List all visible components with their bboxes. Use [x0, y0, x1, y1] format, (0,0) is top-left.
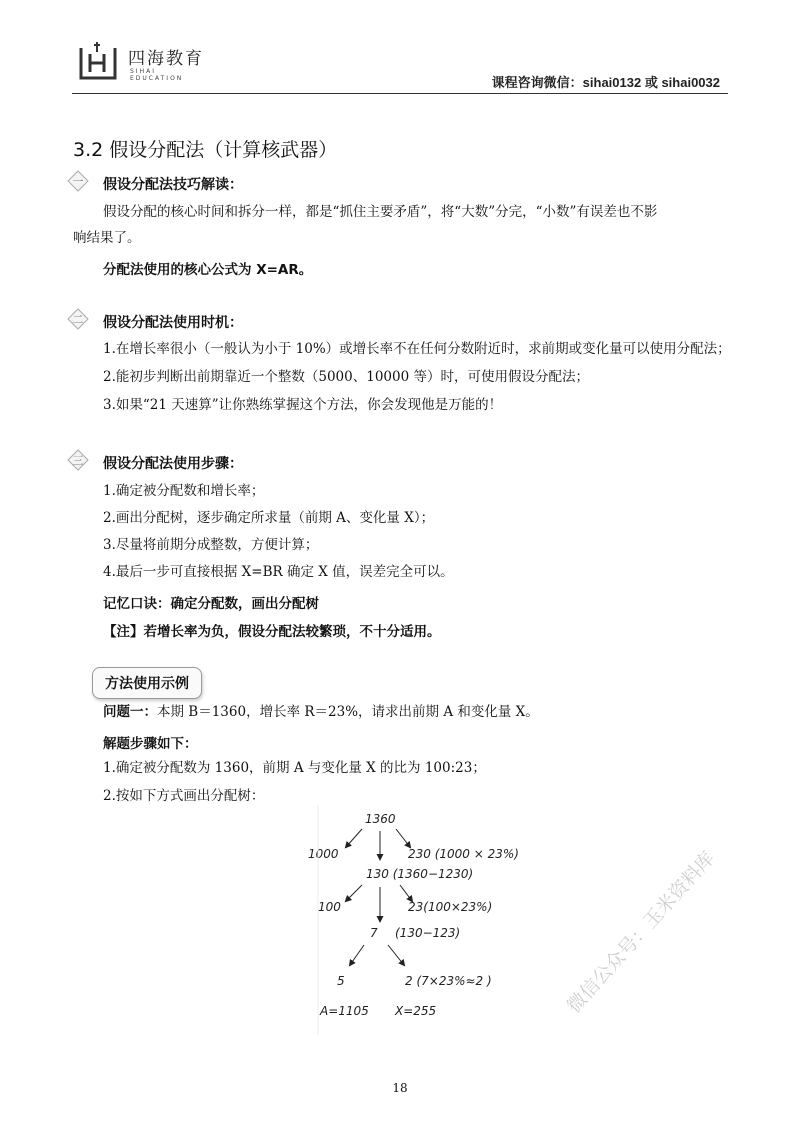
header-divider: [72, 93, 728, 94]
badge-three-icon: [66, 448, 90, 472]
watermark: 微信公众号：玉米资料库: [562, 847, 720, 1018]
tree-arrow: [388, 945, 404, 965]
logo-subtext: SIHAI EDUCATION: [130, 68, 184, 82]
logo: [78, 40, 208, 84]
tree-node-5: 5: [337, 974, 345, 988]
tree-arrow: [350, 945, 364, 965]
svg-text:二: 二: [72, 313, 84, 326]
tree-arrows: [346, 829, 412, 965]
tree-node-1360: 1360: [365, 812, 396, 826]
tree-result-x: X=255: [395, 1004, 437, 1018]
tree-arrow: [346, 885, 362, 901]
contact-info: 课程咨询微信：sihai0132 或 sihai0032: [491, 75, 720, 90]
svg-text:一: 一: [72, 175, 84, 188]
svg-text:三: 三: [72, 454, 84, 467]
badge-two-icon: [66, 307, 90, 331]
step-1: 1.确定被分配数为 1360，前期 A 与变化量 X 的比为 100:23；: [103, 760, 486, 776]
part2-heading: 假设分配法使用时机：: [103, 315, 243, 331]
tree-arrow: [396, 829, 410, 847]
part2-item-3: 3.如果“21 天速算”让你熟练掌握这个方法，你会发现他是万能的！: [103, 397, 503, 413]
mnemonic: 记忆口诀：确定分配数，画出分配树: [103, 596, 319, 612]
core-formula: 分配法使用的核心公式为 X=AR。: [103, 262, 313, 278]
part3-item-2: 2.画出分配树，逐步确定所求量（前期 A、变化量 X）；: [103, 510, 435, 526]
tree-result-a: A=1105: [320, 1004, 369, 1018]
part3-item-1: 1.确定被分配数和增长率；: [103, 483, 265, 499]
part2-item-2: 2.能初步判断出前期靠近一个整数（5000、10000 等）时，可使用假设分配法；: [103, 369, 589, 385]
tree-node-230: 230 (1000 × 23%): [408, 847, 519, 861]
part3-item-3: 3.尽量将前期分成整数，方便计算；: [103, 537, 319, 553]
note: 【注】若增长率为负，假设分配法较繁琐，不十分适用。: [103, 624, 441, 640]
allocation-tree: [300, 805, 540, 1035]
part1-heading: 假设分配法技巧解读：: [103, 177, 243, 193]
tree-arrow: [346, 829, 362, 847]
question-label: 问题一：: [103, 704, 157, 720]
tree-node-1000: 1000: [308, 847, 339, 861]
tree-node-2: 2 (7×23%≈2 ): [405, 974, 492, 988]
tree-node-130: 130 (1360−1230): [366, 867, 474, 881]
badge-one-icon: [66, 169, 90, 193]
tree-node-7: 7: [370, 926, 378, 940]
step-2: 2.按如下方式画出分配树：: [103, 788, 265, 804]
logo-mark-icon: [78, 40, 118, 80]
part1-paragraph: 假设分配的核心时间和拆分一样，都是“抓住主要矛盾”，将“大数”分完，“小数”有误差也不影: [103, 204, 658, 220]
tree-node-100: 100: [318, 900, 341, 914]
logo-text: 四海教育: [128, 49, 204, 69]
steps-label: 解题步骤如下：: [103, 736, 198, 752]
example-label: 方法使用示例: [92, 667, 202, 699]
tree-node-23: 23(100×23%): [408, 900, 493, 914]
tree-arrow: [400, 885, 412, 901]
part3-item-4: 4.最后一步可直接根据 X=BR 确定 X 值，误差完全可以。: [103, 564, 454, 580]
part1-paragraph-cont: 响结果了。: [73, 230, 141, 246]
question-text: 本期 B＝1360，增长率 R＝23%，请求出前期 A 和变化量 X。: [157, 704, 539, 720]
part3-heading: 假设分配法使用步骤：: [103, 456, 243, 472]
question-one: [103, 700, 539, 724]
tree-node-7-calc: (130−123): [395, 926, 461, 940]
page-number: 18: [392, 1081, 408, 1095]
section-title: 3.2 假设分配法（计算核武器）: [73, 139, 338, 161]
part2-item-1: 1.在增长率很小（一般认为小于 10%）或增长率不在任何分数附近时，求前期或变化量可以使用分配法；: [103, 341, 731, 357]
